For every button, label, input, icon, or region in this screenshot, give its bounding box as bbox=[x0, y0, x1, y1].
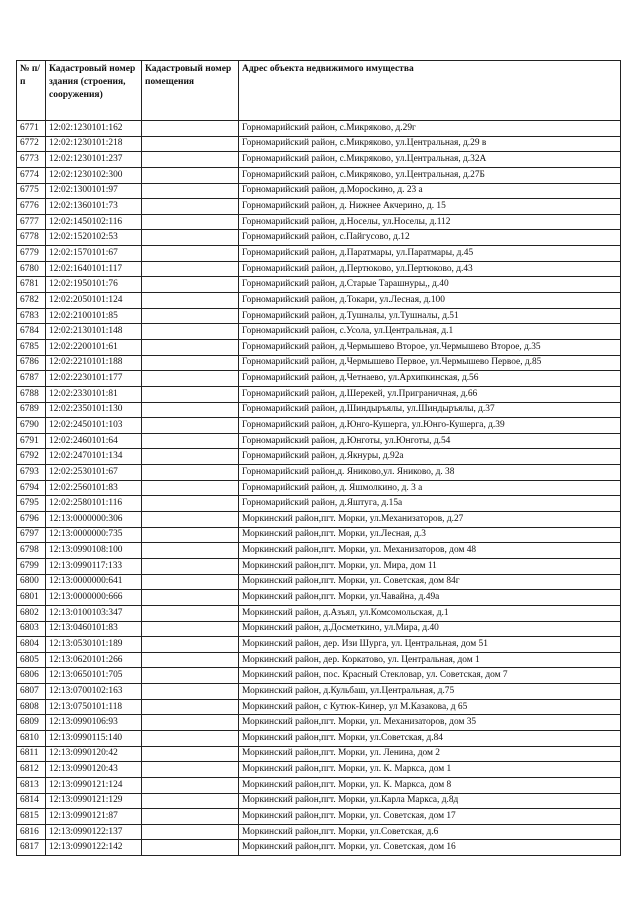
row-number: 6806 bbox=[17, 668, 46, 684]
cadastral-number: 12:02:2130101:148 bbox=[46, 324, 142, 340]
cadastral-number: 12:02:2200101:61 bbox=[46, 339, 142, 355]
address: Горномарийский район, с.Микряково, д.29г bbox=[239, 121, 621, 137]
table-row bbox=[17, 605, 621, 621]
row-number: 6810 bbox=[17, 730, 46, 746]
row-number: 6814 bbox=[17, 793, 46, 809]
table-row bbox=[17, 121, 621, 137]
row-number: 6792 bbox=[17, 449, 46, 465]
cadastral-number: 12:02:1300101:97 bbox=[46, 183, 142, 199]
table-row bbox=[17, 574, 621, 590]
table-row bbox=[17, 371, 621, 387]
room-cadastral-number bbox=[142, 777, 239, 793]
address: Горномарийский район, д. Нижнее Акчерино, д. 15 bbox=[239, 199, 621, 215]
row-number: 6787 bbox=[17, 371, 46, 387]
room-cadastral-number bbox=[142, 402, 239, 418]
cadastral-number: 12:02:2530101:67 bbox=[46, 465, 142, 481]
address: Моркинский район,пгт. Морки, ул. Советская, дом 84г bbox=[239, 574, 621, 590]
row-number: 6807 bbox=[17, 684, 46, 700]
address: Моркинский район, дер. Коркатово, ул. Центральная, дом 1 bbox=[239, 652, 621, 668]
row-number: 6790 bbox=[17, 418, 46, 434]
table-row bbox=[17, 308, 621, 324]
table-row bbox=[17, 261, 621, 277]
address: Горномарийский район, д.Чермышево Второе, ул.Чермышево Второе, д.35 bbox=[239, 339, 621, 355]
address: Горномарийский район, д.Старые Тарашнуры,, д.40 bbox=[239, 277, 621, 293]
room-cadastral-number bbox=[142, 324, 239, 340]
table-row bbox=[17, 246, 621, 262]
header-address: Адрес объекта недвижимого имущества bbox=[239, 61, 621, 121]
table-row bbox=[17, 339, 621, 355]
address: Моркинский район, с Кутюк-Кинер, ул М.Казакова, д 65 bbox=[239, 699, 621, 715]
room-cadastral-number bbox=[142, 746, 239, 762]
room-cadastral-number bbox=[142, 339, 239, 355]
room-cadastral-number bbox=[142, 355, 239, 371]
row-number: 6796 bbox=[17, 512, 46, 528]
cadastral-number: 12:02:1230101:218 bbox=[46, 136, 142, 152]
row-number: 6797 bbox=[17, 527, 46, 543]
row-number: 6777 bbox=[17, 214, 46, 230]
table-row bbox=[17, 402, 621, 418]
address: Горномарийский район, д.Тушналы, ул.Тушналы, д.51 bbox=[239, 308, 621, 324]
table-body bbox=[17, 121, 621, 856]
cadastral-number: 12:13:0100103:347 bbox=[46, 605, 142, 621]
cadastral-number: 12:02:1520102:53 bbox=[46, 230, 142, 246]
table-row bbox=[17, 543, 621, 559]
address: Горномарийский район, д. Яшмолкино, д. 3 а bbox=[239, 480, 621, 496]
row-number: 6811 bbox=[17, 746, 46, 762]
row-number: 6799 bbox=[17, 558, 46, 574]
row-number: 6771 bbox=[17, 121, 46, 137]
table-row bbox=[17, 840, 621, 856]
row-number: 6778 bbox=[17, 230, 46, 246]
table-row bbox=[17, 465, 621, 481]
room-cadastral-number bbox=[142, 371, 239, 387]
table-row bbox=[17, 386, 621, 402]
address: Горномарийский район, д.Четнаево, ул.Архипкинская, д.56 bbox=[239, 371, 621, 387]
row-number: 6804 bbox=[17, 637, 46, 653]
cadastral-number: 12:02:1230101:237 bbox=[46, 152, 142, 168]
row-number: 6798 bbox=[17, 543, 46, 559]
address: Горномарийский район, с.Микряково, ул.Центральная, д.29 в bbox=[239, 136, 621, 152]
row-number: 6776 bbox=[17, 199, 46, 215]
row-number: 6813 bbox=[17, 777, 46, 793]
room-cadastral-number bbox=[142, 496, 239, 512]
table-row bbox=[17, 355, 621, 371]
cadastral-number: 12:13:0000000:641 bbox=[46, 574, 142, 590]
table-row bbox=[17, 824, 621, 840]
address: Горномарийский район, д.Шиндыръялы, ул.Шиндыръялы, д.37 bbox=[239, 402, 621, 418]
address: Горномарийский район, д.Юнго-Кушерга, ул.Юнго-Кушерга, д.39 bbox=[239, 418, 621, 434]
row-number: 6785 bbox=[17, 339, 46, 355]
table-row bbox=[17, 496, 621, 512]
room-cadastral-number bbox=[142, 652, 239, 668]
cadastral-number: 12:02:2050101:124 bbox=[46, 293, 142, 309]
cadastral-number: 12:02:2450101:103 bbox=[46, 418, 142, 434]
row-number: 6779 bbox=[17, 246, 46, 262]
cadastral-number: 12:13:0990122:137 bbox=[46, 824, 142, 840]
cadastral-number: 12:13:0990106:93 bbox=[46, 715, 142, 731]
room-cadastral-number bbox=[142, 449, 239, 465]
room-cadastral-number bbox=[142, 480, 239, 496]
row-number: 6795 bbox=[17, 496, 46, 512]
room-cadastral-number bbox=[142, 261, 239, 277]
row-number: 6791 bbox=[17, 433, 46, 449]
room-cadastral-number bbox=[142, 512, 239, 528]
row-number: 6782 bbox=[17, 293, 46, 309]
address: Горномарийский район, д.Носелы, ул.Носелы, д.112 bbox=[239, 214, 621, 230]
room-cadastral-number bbox=[142, 199, 239, 215]
address: Моркинский район,пгт. Морки, ул. К. Маркса, дом 8 bbox=[239, 777, 621, 793]
header-number: № п/п bbox=[17, 61, 46, 121]
room-cadastral-number bbox=[142, 214, 239, 230]
cadastral-number: 12:02:2460101:64 bbox=[46, 433, 142, 449]
cadastral-number: 12:13:0990120:42 bbox=[46, 746, 142, 762]
cadastral-number: 12:13:0990121:129 bbox=[46, 793, 142, 809]
room-cadastral-number bbox=[142, 527, 239, 543]
table-row bbox=[17, 167, 621, 183]
room-cadastral-number bbox=[142, 418, 239, 434]
row-number: 6808 bbox=[17, 699, 46, 715]
cadastral-number: 12:02:2230101:177 bbox=[46, 371, 142, 387]
row-number: 6812 bbox=[17, 762, 46, 778]
cadastral-number: 12:13:0990120:43 bbox=[46, 762, 142, 778]
room-cadastral-number bbox=[142, 121, 239, 137]
address: Моркинский район,пгт. Морки, ул.Советская, д.6 bbox=[239, 824, 621, 840]
address: Моркинский район,пгт. Морки, ул. Советская, дом 17 bbox=[239, 809, 621, 825]
cadastral-number: 12:02:2470101:134 bbox=[46, 449, 142, 465]
table-row bbox=[17, 793, 621, 809]
cadastral-number: 12:02:1360101:73 bbox=[46, 199, 142, 215]
table-row bbox=[17, 433, 621, 449]
table-row bbox=[17, 512, 621, 528]
address: Горномарийский район,д. Яниково,ул. Яниково, д. 38 bbox=[239, 465, 621, 481]
address: Горномарийский район, д.Чермышево Первое, ул.Чермышево Первое, д.85 bbox=[239, 355, 621, 371]
cadastral-number: 12:13:0650101:705 bbox=[46, 668, 142, 684]
property-register-table bbox=[16, 60, 621, 856]
room-cadastral-number bbox=[142, 386, 239, 402]
table-row bbox=[17, 480, 621, 496]
cadastral-number: 12:13:0000000:735 bbox=[46, 527, 142, 543]
table-row bbox=[17, 324, 621, 340]
address: Моркинский район,пгт. Морки, ул. Механизаторов, дом 35 bbox=[239, 715, 621, 731]
row-number: 6788 bbox=[17, 386, 46, 402]
cadastral-number: 12:02:2560101:83 bbox=[46, 480, 142, 496]
table-row bbox=[17, 449, 621, 465]
room-cadastral-number bbox=[142, 699, 239, 715]
table-row bbox=[17, 699, 621, 715]
cadastral-number: 12:13:0000000:666 bbox=[46, 590, 142, 606]
table-row bbox=[17, 183, 621, 199]
row-number: 6775 bbox=[17, 183, 46, 199]
room-cadastral-number bbox=[142, 730, 239, 746]
cadastral-number: 12:02:2580101:116 bbox=[46, 496, 142, 512]
cadastral-number: 12:13:0990117:133 bbox=[46, 558, 142, 574]
cadastral-number: 12:13:0990115:140 bbox=[46, 730, 142, 746]
address: Моркинский район,пгт. Морки, ул.Лесная, д.3 bbox=[239, 527, 621, 543]
table-row bbox=[17, 152, 621, 168]
cadastral-number: 12:02:2350101:130 bbox=[46, 402, 142, 418]
address: Горномарийский район, д.Моросkино, д. 23 а bbox=[239, 183, 621, 199]
cadastral-number: 12:13:0990108:100 bbox=[46, 543, 142, 559]
cadastral-number: 12:02:2100101:85 bbox=[46, 308, 142, 324]
address: Горномарийский район, с.Пайгусово, д.12 bbox=[239, 230, 621, 246]
row-number: 6802 bbox=[17, 605, 46, 621]
room-cadastral-number bbox=[142, 558, 239, 574]
address: Горномарийский район, д.Якнуры, д.92а bbox=[239, 449, 621, 465]
row-number: 6784 bbox=[17, 324, 46, 340]
room-cadastral-number bbox=[142, 167, 239, 183]
address: Моркинский район, д.Кульбаш, ул.Центральная, д.75 bbox=[239, 684, 621, 700]
room-cadastral-number bbox=[142, 574, 239, 590]
room-cadastral-number bbox=[142, 605, 239, 621]
table-row bbox=[17, 527, 621, 543]
cadastral-number: 12:13:0750101:118 bbox=[46, 699, 142, 715]
table-row bbox=[17, 558, 621, 574]
row-number: 6803 bbox=[17, 621, 46, 637]
table-row bbox=[17, 277, 621, 293]
room-cadastral-number bbox=[142, 277, 239, 293]
row-number: 6780 bbox=[17, 261, 46, 277]
address: Моркинский район,пгт. Морки, ул.Карла Маркса, д.8д bbox=[239, 793, 621, 809]
row-number: 6816 bbox=[17, 824, 46, 840]
room-cadastral-number bbox=[142, 684, 239, 700]
table-row bbox=[17, 684, 621, 700]
cadastral-number: 12:13:0990121:87 bbox=[46, 809, 142, 825]
address: Моркинский район, дер. Изи Шурга, ул. Центральная, дом 51 bbox=[239, 637, 621, 653]
cadastral-number: 12:13:0620101:266 bbox=[46, 652, 142, 668]
row-number: 6794 bbox=[17, 480, 46, 496]
cadastral-number: 12:02:1950101:76 bbox=[46, 277, 142, 293]
address: Горномарийский район, с.Микряково, ул.Центральная, д.27Б bbox=[239, 167, 621, 183]
address: Моркинский район,пгт. Морки, ул. Мира, дом 11 bbox=[239, 558, 621, 574]
cadastral-number: 12:13:0700102:163 bbox=[46, 684, 142, 700]
address: Горномарийский район, д.Паратмары, ул.Паратмары, д.45 bbox=[239, 246, 621, 262]
table-row bbox=[17, 746, 621, 762]
table-row bbox=[17, 668, 621, 684]
room-cadastral-number bbox=[142, 293, 239, 309]
table-row bbox=[17, 809, 621, 825]
table-row bbox=[17, 637, 621, 653]
address: Моркинский район,пгт. Морки, ул.Чавайна, д.49а bbox=[239, 590, 621, 606]
room-cadastral-number bbox=[142, 152, 239, 168]
room-cadastral-number bbox=[142, 637, 239, 653]
row-number: 6773 bbox=[17, 152, 46, 168]
address: Горномарийский район, д.Токари, ул.Лесная, д.100 bbox=[239, 293, 621, 309]
address: Моркинский район, д.Досметкино, ул.Мира, д.40 bbox=[239, 621, 621, 637]
room-cadastral-number bbox=[142, 715, 239, 731]
header-cadastral-building: Кадастровый номер здания (строения, сооружения) bbox=[46, 61, 142, 121]
room-cadastral-number bbox=[142, 840, 239, 856]
row-number: 6786 bbox=[17, 355, 46, 371]
row-number: 6789 bbox=[17, 402, 46, 418]
room-cadastral-number bbox=[142, 762, 239, 778]
cadastral-number: 12:02:1230101:162 bbox=[46, 121, 142, 137]
cadastral-number: 12:02:1230102:300 bbox=[46, 167, 142, 183]
table-row bbox=[17, 230, 621, 246]
room-cadastral-number bbox=[142, 809, 239, 825]
row-number: 6793 bbox=[17, 465, 46, 481]
room-cadastral-number bbox=[142, 246, 239, 262]
table-row bbox=[17, 715, 621, 731]
room-cadastral-number bbox=[142, 136, 239, 152]
address: Горномарийский район, с.Усола, ул.Центральная, д.1 bbox=[239, 324, 621, 340]
table-row bbox=[17, 136, 621, 152]
address: Горномарийский район, д.Юнготы, ул.Юнготы, д.54 bbox=[239, 433, 621, 449]
table-row bbox=[17, 418, 621, 434]
address: Моркинский район,пгт. Морки, ул.Механизаторов, д.27 bbox=[239, 512, 621, 528]
address: Моркинский район, д.Азъял, ул.Комсомольская, д.1 bbox=[239, 605, 621, 621]
cadastral-number: 12:02:1570101:67 bbox=[46, 246, 142, 262]
cadastral-number: 12:13:0530101:189 bbox=[46, 637, 142, 653]
table-row bbox=[17, 777, 621, 793]
row-number: 6772 bbox=[17, 136, 46, 152]
room-cadastral-number bbox=[142, 668, 239, 684]
cadastral-number: 12:13:0990122:142 bbox=[46, 840, 142, 856]
table-row bbox=[17, 214, 621, 230]
row-number: 6800 bbox=[17, 574, 46, 590]
room-cadastral-number bbox=[142, 433, 239, 449]
row-number: 6815 bbox=[17, 809, 46, 825]
room-cadastral-number bbox=[142, 543, 239, 559]
cadastral-number: 12:13:0990121:124 bbox=[46, 777, 142, 793]
row-number: 6809 bbox=[17, 715, 46, 731]
table-row bbox=[17, 621, 621, 637]
table-row bbox=[17, 293, 621, 309]
table-row bbox=[17, 590, 621, 606]
row-number: 6774 bbox=[17, 167, 46, 183]
row-number: 6801 bbox=[17, 590, 46, 606]
row-number: 6817 bbox=[17, 840, 46, 856]
cadastral-number: 12:02:2210101:188 bbox=[46, 355, 142, 371]
cadastral-number: 12:02:1640101:117 bbox=[46, 261, 142, 277]
cadastral-number: 12:02:2330101:81 bbox=[46, 386, 142, 402]
row-number: 6805 bbox=[17, 652, 46, 668]
table-row bbox=[17, 730, 621, 746]
room-cadastral-number bbox=[142, 308, 239, 324]
row-number: 6783 bbox=[17, 308, 46, 324]
address: Моркинский район,пгт. Морки, ул. К. Маркса, дом 1 bbox=[239, 762, 621, 778]
room-cadastral-number bbox=[142, 824, 239, 840]
cadastral-number: 12:13:0460101:83 bbox=[46, 621, 142, 637]
address: Горномарийский район, д.Яштуга, д.15а bbox=[239, 496, 621, 512]
table-header-row bbox=[17, 61, 621, 121]
header-cadastral-room: Кадастровый номер помещения bbox=[142, 61, 239, 121]
room-cadastral-number bbox=[142, 465, 239, 481]
room-cadastral-number bbox=[142, 621, 239, 637]
address: Моркинский район,пгт. Морки, ул.Советская, д.84 bbox=[239, 730, 621, 746]
room-cadastral-number bbox=[142, 590, 239, 606]
row-number: 6781 bbox=[17, 277, 46, 293]
address: Моркинский район, пос. Красный Стекловар, ул. Советская, дом 7 bbox=[239, 668, 621, 684]
room-cadastral-number bbox=[142, 183, 239, 199]
cadastral-number: 12:13:0000000:306 bbox=[46, 512, 142, 528]
room-cadastral-number bbox=[142, 793, 239, 809]
cadastral-number: 12:02:1450102:116 bbox=[46, 214, 142, 230]
address: Горномарийский район, д.Шерекей, ул.Приграничная, д.66 bbox=[239, 386, 621, 402]
address: Моркинский район,пгт. Морки, ул. Ленина, дом 2 bbox=[239, 746, 621, 762]
address: Горномарийский район, с.Микряково, ул.Центральная, д.32А bbox=[239, 152, 621, 168]
table-row bbox=[17, 652, 621, 668]
table-row bbox=[17, 762, 621, 778]
address: Горномарийский район, д.Пертюково, ул.Пертюково, д.43 bbox=[239, 261, 621, 277]
address: Моркинский район,пгт. Морки, ул. Советская, дом 16 bbox=[239, 840, 621, 856]
address: Моркинский район,пгт. Морки, ул. Механизаторов, дом 48 bbox=[239, 543, 621, 559]
table-row bbox=[17, 199, 621, 215]
room-cadastral-number bbox=[142, 230, 239, 246]
